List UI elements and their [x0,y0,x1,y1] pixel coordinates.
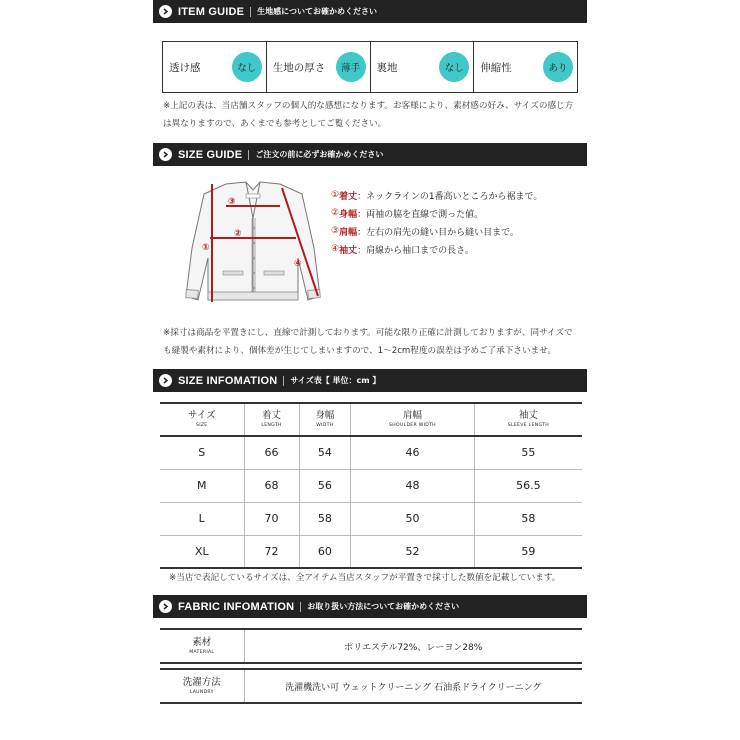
note-line: も縫製や素材により、個体差が生じてしまいますので、1～2cm程度の誤差は予めご了承下さいませ。 [163,346,557,356]
point-number: ② [331,208,340,218]
point-length [331,186,587,204]
diagram-mark-sleeve: ④ [294,259,302,269]
item-guide-table [162,41,578,93]
point-desc: ：肩線から袖口までの長さ。 [357,245,474,256]
guide-value-badge: あり [543,52,573,82]
table-cell: 58 [299,502,351,535]
laundry-value: 洗濯機洗い可 ウェットクリーニング 石油系ドライクリーニング [285,682,542,693]
measurement-points [331,186,587,258]
guide-cell-thickness [267,42,371,92]
cardigan-diagram [168,178,338,310]
table-cell: 60 [299,535,351,568]
table-cell: 66 [244,436,299,469]
diagram-mark-shoulder: ③ [228,197,236,207]
point-name: 着丈 [339,191,358,202]
fabric-material-table [160,628,582,664]
table-cell: 58 [521,512,536,525]
guide-value-badge: なし [232,52,262,82]
guide-value-badge: なし [439,52,469,82]
size-guide-note [163,324,587,360]
table-cell: M [160,469,244,502]
guide-cell-lining [371,42,475,92]
table-cell: XL [160,535,244,568]
point-desc: ：左右の肩先の縫い目から縫い目まで。 [357,227,519,238]
table-cell: S [160,436,244,469]
table-row [160,535,582,568]
table-cell: L [160,502,244,535]
section-subtitle: 生地感についてお確かめください [257,7,378,16]
table-cell: 50 [351,502,475,535]
laundry-key: 洗濯方法 LAUNDRY [160,669,244,703]
item-guide-note [163,97,587,133]
point-sleeve [331,240,587,258]
table-cell: 46 [351,436,475,469]
item-guide-header [153,0,587,23]
material-key: 素材 MATERIAL [160,629,244,663]
point-number: ① [331,190,340,200]
table-cell: 56 [299,469,351,502]
point-desc: ：ネックラインの1番高いところから裾まで。 [357,191,543,202]
chevron-right-icon [159,600,172,613]
fabric-info-header [153,595,587,618]
table-cell: 70 [244,502,299,535]
table-cell: 55 [521,446,536,460]
point-desc: ：両袖の脇を直線で測った値。 [357,209,484,220]
note-line: ※上記の表は、当店舗スタッフの個人的な感想になります。お客様により、素材感の好み、サイズの感じ方 [163,101,574,111]
chevron-right-icon [159,5,172,18]
header-length: 着丈 LENGTH [244,403,299,436]
point-name: 袖丈 [339,245,358,256]
header-width: 身幅 WIDTH [299,403,351,436]
section-subtitle: お取り扱い方法についてお確かめください [307,602,460,611]
table-row [160,502,582,535]
guide-cell-transparency [163,42,267,92]
table-row [160,469,582,502]
note-line: ※採寸は商品を平置きにし、直線で計測しております。可能な限り正確に計測しておりますが、同サイズで [163,328,573,338]
table-header-row [160,403,582,436]
table-cell: 68 [244,469,299,502]
chevron-right-icon [159,374,172,387]
header-size: サイズ SIZE [160,403,244,436]
guide-value-badge: 薄手 [336,52,366,82]
guide-label: 伸縮性 [480,61,512,74]
table-row [160,629,582,663]
table-cell: 59 [521,544,536,558]
divider [250,7,251,17]
section-title: SIZE INFOMATION [178,374,278,387]
header-sleeve: 袖丈 SLEEVE LENGTH [507,410,550,428]
point-name: 肩幅 [339,227,358,238]
header-shoulder: 肩幅 SHOULDER WIDTH [351,403,475,436]
section-subtitle: ご注文の前に必ずお確かめください [255,150,384,159]
table-cell: 54 [299,436,351,469]
guide-label: 透け感 [169,61,201,74]
point-number: ④ [331,244,340,254]
material-value: ポリエステル72%、レーヨン28% [344,642,483,653]
guide-cell-stretch [474,42,577,92]
point-name: 身幅 [339,209,358,220]
table-cell: 56.5 [516,479,541,492]
guide-label: 裏地 [376,61,398,74]
size-guide-header [153,143,587,166]
section-subtitle: サイズ表【 単位：cm 】 [290,376,381,385]
table-cell: 52 [351,535,475,568]
guide-label: 生地の厚さ [272,61,326,74]
table-cell: 72 [244,535,299,568]
chevron-right-icon [159,148,172,161]
size-table [160,402,582,569]
section-title: SIZE GUIDE [178,148,243,161]
diagram-mark-width: ② [234,229,242,239]
table-row [160,669,582,703]
size-info-note: ※当店で表記しているサイズは、全アイテム当店スタッフが平置きで採寸した数値を記載しています。 [169,573,561,583]
fabric-laundry-table [160,668,582,704]
section-title: ITEM GUIDE [178,5,245,18]
divider [300,602,301,612]
note-line: は異なりますので、あくまでも参考としてご覧ください。 [163,119,387,129]
divider [283,376,284,386]
size-info-header [153,369,587,392]
point-width [331,204,587,222]
diagram-mark-length: ① [202,243,210,253]
table-cell: 48 [351,469,475,502]
section-title: FABRIC INFOMATION [178,600,295,613]
table-row [160,436,582,469]
point-number: ③ [331,226,340,236]
divider [248,150,249,160]
point-shoulder [331,222,587,240]
